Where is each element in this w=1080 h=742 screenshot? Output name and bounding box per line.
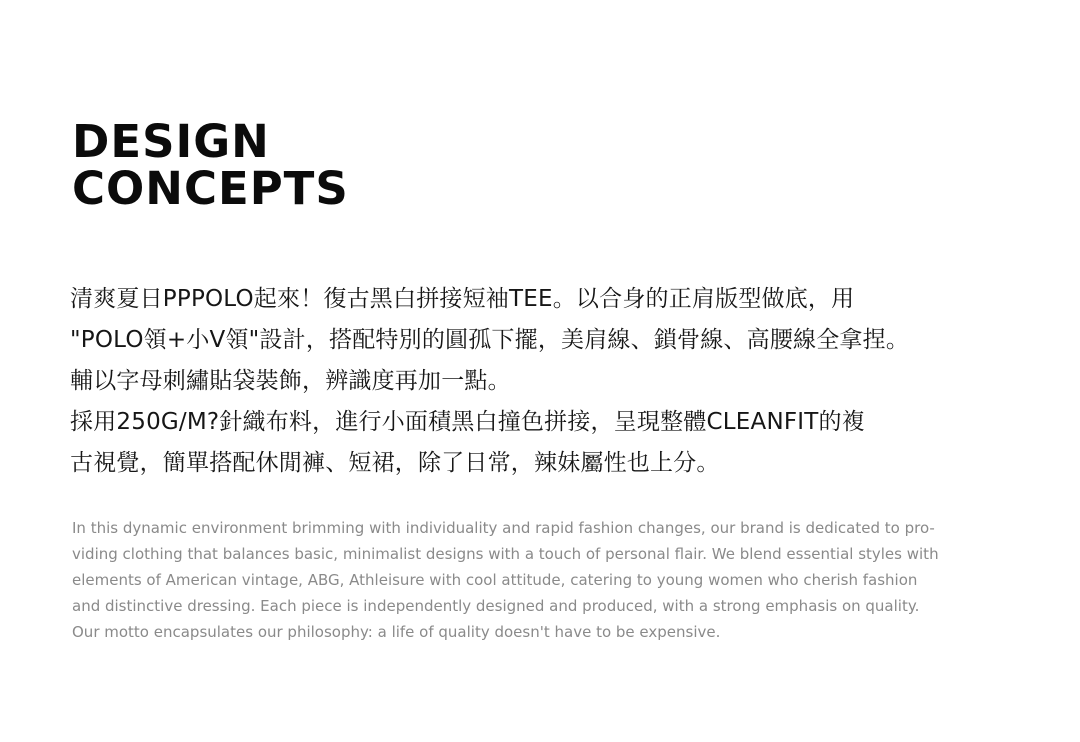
page-title xyxy=(72,115,349,215)
en-line: elements of American vintage, ABG, Athleisure with cool attitude, catering to young women who cherish fashion xyxy=(72,571,918,589)
zh-line: "POLO領+小V領"設計，搭配特別的圓孤下擺，美肩線、鎖骨線、高腰線全拿捏。 xyxy=(70,327,910,353)
zh-line: 輔以字母刺繡貼袋裝飾，辨識度再加一點。 xyxy=(70,368,511,394)
title-line-1: DESIGN xyxy=(72,115,270,168)
zh-line: 清爽夏日PPPOLO起來！復古黑白拼接短袖TEE。以合身的正肩版型做底，用 xyxy=(70,286,855,312)
zh-line: 採用250G/M?針織布料，進行小面積黑白撞色拼接，呈現整體CLEANFIT的複 xyxy=(70,409,865,435)
en-line: In this dynamic environment brimming with individuality and rapid fashion changes, our brand is dedicated to pro- xyxy=(72,519,935,537)
title-line-2: CONCEPTS xyxy=(72,162,349,215)
chinese-description xyxy=(70,279,1030,484)
zh-line: 古視覺，簡單搭配休閒褲、短裙，除了日常，辣妹屬性也上分。 xyxy=(70,450,720,476)
english-description xyxy=(72,515,1007,645)
en-line: viding clothing that balances basic, minimalist designs with a touch of personal flair. We blend essential styles with xyxy=(72,545,939,563)
en-line: and distinctive dressing. Each piece is independently designed and produced, with a strong emphasis on quality. xyxy=(72,597,920,615)
en-line: Our motto encapsulates our philosophy: a life of quality doesn't have to be expensive. xyxy=(72,623,721,641)
